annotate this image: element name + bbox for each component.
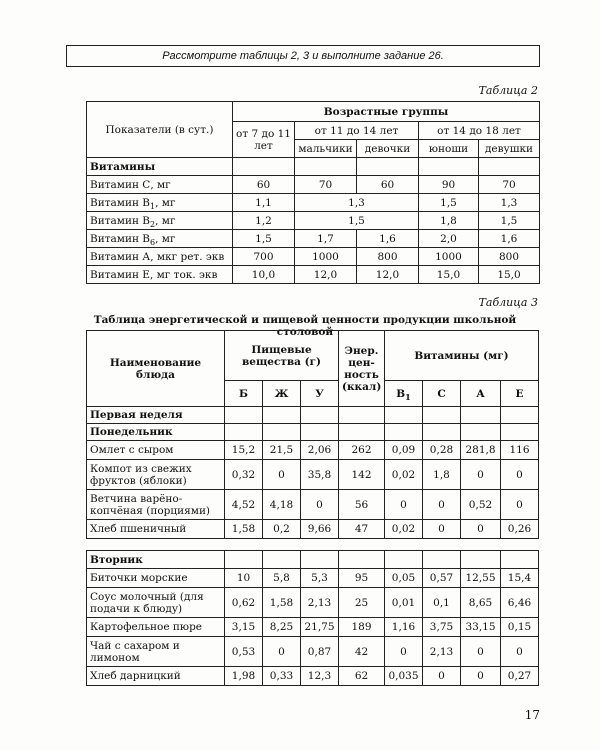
table-cell: 0 [461, 637, 501, 667]
table-cell: 15,4 [501, 569, 539, 588]
table-cell: 0,15 [501, 618, 539, 637]
table-cell: 5,3 [301, 569, 339, 588]
t3-dish-name: Чай с сахаром и лимоном [87, 637, 225, 667]
table-cell: 12,0 [295, 266, 357, 284]
t2-row-label: Витамин Е, мг ток. экв [87, 266, 233, 284]
page-number: 17 [524, 708, 540, 722]
t3-header-b1: $B_1$ [385, 381, 423, 407]
t2-row-label: Витамин $B_6$, мг [87, 230, 233, 248]
table-cell: 1,8 [419, 212, 479, 230]
table3-caption: Таблица 3 [478, 296, 538, 309]
table-cell: 3,15 [225, 618, 263, 637]
t3-dish-name: Омлет с сыром [87, 441, 225, 460]
table-cell: 0,05 [385, 569, 423, 588]
table-cell: 0 [501, 460, 539, 490]
table-cell: 1,3 [295, 194, 419, 212]
table-cell: 1,6 [357, 230, 419, 248]
t3-header-zh: Ж [263, 381, 301, 407]
table-cell: 0,2 [263, 520, 301, 539]
table-cell: 60 [233, 176, 295, 194]
t3-header-c: С [423, 381, 461, 407]
table-cell: 1,5 [479, 212, 540, 230]
table-cell: 10 [225, 569, 263, 588]
table-row [87, 569, 539, 588]
t3-dish-name: Биточки морские [87, 569, 225, 588]
table-cell: 0 [423, 667, 461, 686]
table-cell: 8,25 [263, 618, 301, 637]
t2-row-label: Витамин А, мкг рет. экв [87, 248, 233, 266]
table-cell: 0 [301, 490, 339, 520]
table-cell: 5,8 [263, 569, 301, 588]
table-cell: 1000 [419, 248, 479, 266]
t2-header-groups: Возрастные группы [233, 102, 540, 122]
table-cell: 142 [339, 460, 385, 490]
table-row [87, 618, 539, 637]
t2-header-g3: от 14 до 18 лет [419, 122, 540, 140]
table3 [86, 330, 539, 686]
table-cell: 0 [263, 460, 301, 490]
table-cell: 0 [385, 490, 423, 520]
table-cell: 0,035 [385, 667, 423, 686]
table-cell: 56 [339, 490, 385, 520]
table-cell: 1,5 [233, 230, 295, 248]
table-cell: 70 [479, 176, 540, 194]
table-cell: 15,2 [225, 441, 263, 460]
table-cell: 12,55 [461, 569, 501, 588]
t3-dish-name: Картофельное пюре [87, 618, 225, 637]
table-cell: 2,13 [423, 637, 461, 667]
table-cell: 0,62 [225, 588, 263, 618]
t2-header-girls: девочки [357, 140, 419, 158]
t3-dish-name: Соус молочный (для подачи к блюду) [87, 588, 225, 618]
table-cell: 25 [339, 588, 385, 618]
table-cell: 0 [263, 637, 301, 667]
table-cell: 1,5 [419, 194, 479, 212]
table-cell: 0,32 [225, 460, 263, 490]
table-cell: 15,0 [419, 266, 479, 284]
table-row [87, 667, 539, 686]
table-cell: 2,13 [301, 588, 339, 618]
table-cell: 700 [233, 248, 295, 266]
t3-dish-name: Ветчина варёно- копчёная (порциями) [87, 490, 225, 520]
table-cell: 1,6 [479, 230, 540, 248]
table-cell: 33,15 [461, 618, 501, 637]
table-cell: 0 [423, 520, 461, 539]
t2-header-g1: от 7 до 11 лет [233, 122, 295, 158]
table-cell: 4,52 [225, 490, 263, 520]
table-cell: 70 [295, 176, 357, 194]
t3-day-tuesday: Вторник [87, 551, 225, 569]
table-cell: 42 [339, 637, 385, 667]
t3-header-vitamins: Витамины (мг) [385, 331, 539, 381]
table-cell: 12,0 [357, 266, 419, 284]
t3-dish-name: Компот из свежих фруктов (яблоки) [87, 460, 225, 490]
table-row [87, 248, 540, 266]
table-cell: 0,26 [501, 520, 539, 539]
t3-header-dish: Наименование блюда [87, 331, 225, 407]
t2-header-g2: от 11 до 14 лет [295, 122, 419, 140]
table-cell: 8,65 [461, 588, 501, 618]
t2-section-vitamins: Витамины [87, 158, 233, 176]
table-cell: 0,01 [385, 588, 423, 618]
table-cell: 1,7 [295, 230, 357, 248]
table-cell: 1,98 [225, 667, 263, 686]
table-row [87, 490, 539, 520]
table-row [87, 230, 540, 248]
table-cell: 21,5 [263, 441, 301, 460]
table-row [87, 637, 539, 667]
table-cell: 90 [419, 176, 479, 194]
table-cell: 1,58 [225, 520, 263, 539]
table-row [87, 176, 540, 194]
t3-header-e: Е [501, 381, 539, 407]
table-cell: 262 [339, 441, 385, 460]
table3-title: Таблица энергетической и пищевой ценности продукции школьной столовой [93, 314, 517, 338]
table-cell: 0 [461, 667, 501, 686]
table-cell: 800 [357, 248, 419, 266]
table-row [87, 266, 540, 284]
table-row [87, 588, 539, 618]
table-cell: 9,66 [301, 520, 339, 539]
table-cell: 116 [501, 441, 539, 460]
t3-header-nutrients: Пищевые вещества (г) [225, 331, 339, 381]
t3-header-u: У [301, 381, 339, 407]
table-cell: 6,46 [501, 588, 539, 618]
table-cell: 0,1 [423, 588, 461, 618]
table-cell: 0,52 [461, 490, 501, 520]
table-cell: 35,8 [301, 460, 339, 490]
table-cell: 0 [461, 460, 501, 490]
t3-week-label: Первая неделя [87, 407, 225, 424]
table-cell: 0,02 [385, 520, 423, 539]
table-cell: 0 [461, 520, 501, 539]
t3-day-monday: Понедельник [87, 424, 225, 441]
t2-row-label: Витамин $B_1$, мг [87, 194, 233, 212]
table-cell: 0,57 [423, 569, 461, 588]
table-cell: 60 [357, 176, 419, 194]
table-cell: 4,18 [263, 490, 301, 520]
table-cell: 15,0 [479, 266, 540, 284]
table-row [87, 520, 539, 539]
table-row [87, 212, 540, 230]
table-cell: 12,3 [301, 667, 339, 686]
t3-dish-name: Хлеб пшеничный [87, 520, 225, 539]
t2-header-boys: мальчики [295, 140, 357, 158]
table-cell: 0 [385, 637, 423, 667]
t2-header-indicators: Показатели (в сут.) [87, 102, 233, 158]
table-cell: 47 [339, 520, 385, 539]
table-cell: 3,75 [423, 618, 461, 637]
table-cell: 189 [339, 618, 385, 637]
table-cell: 1000 [295, 248, 357, 266]
table-cell: 1,2 [233, 212, 295, 230]
table-cell: 0,53 [225, 637, 263, 667]
table-row [87, 194, 540, 212]
table-cell: 0 [501, 490, 539, 520]
t3-header-b: Б [225, 381, 263, 407]
table-cell: 1,16 [385, 618, 423, 637]
t3-header-energy: Энер. цен- ность (ккал) [339, 331, 385, 407]
table-cell: 2,0 [419, 230, 479, 248]
table-cell: 0,87 [301, 637, 339, 667]
table-cell: 800 [479, 248, 540, 266]
table-cell: 1,3 [479, 194, 540, 212]
t2-header-girls2: девушки [479, 140, 540, 158]
table-cell: 0,02 [385, 460, 423, 490]
table-cell: 0,28 [423, 441, 461, 460]
table-row [87, 441, 539, 460]
table-cell: 21,75 [301, 618, 339, 637]
t3-dish-name: Хлеб дарницкий [87, 667, 225, 686]
table-cell: 1,1 [233, 194, 295, 212]
t2-row-label: Витамин $B_2$, мг [87, 212, 233, 230]
table-cell: 2,06 [301, 441, 339, 460]
table-cell: 281,8 [461, 441, 501, 460]
table-cell: 0,09 [385, 441, 423, 460]
t3-header-a: А [461, 381, 501, 407]
table-cell: 1,8 [423, 460, 461, 490]
table-cell: 0 [501, 637, 539, 667]
table-cell: 0,33 [263, 667, 301, 686]
instruction-box: Рассмотрите таблицы 2, 3 и выполните задание 26. [66, 45, 540, 67]
table2-caption: Таблица 2 [478, 84, 538, 97]
table2 [86, 101, 540, 284]
table-cell: 95 [339, 569, 385, 588]
table-cell: 1,5 [295, 212, 419, 230]
table-cell: 10,0 [233, 266, 295, 284]
t2-header-youths: юноши [419, 140, 479, 158]
table-cell: 0 [423, 490, 461, 520]
t2-row-label: Витамин С, мг [87, 176, 233, 194]
table-cell: 62 [339, 667, 385, 686]
table-cell: 1,58 [263, 588, 301, 618]
table-row [87, 460, 539, 490]
table-cell: 0,27 [501, 667, 539, 686]
